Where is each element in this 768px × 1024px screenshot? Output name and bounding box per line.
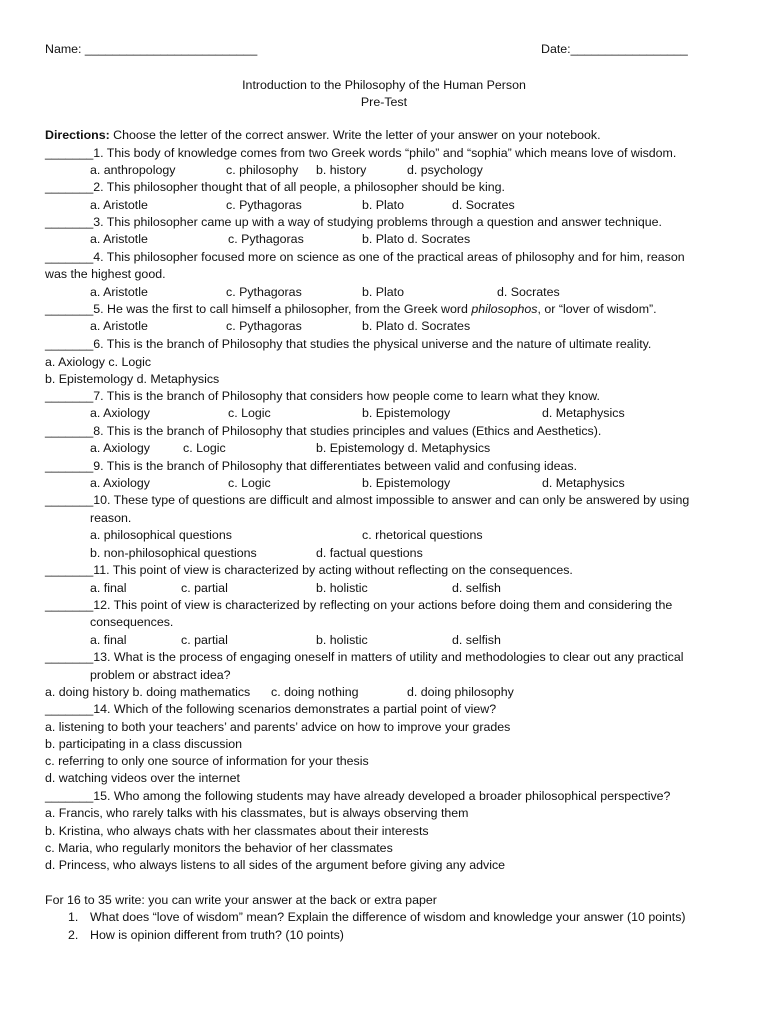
q5-options-bd: b. Plato d. Socrates [362, 319, 471, 333]
question-3: _______3. This philosopher came up with a way of studying problems through a question and answer technique. [45, 215, 662, 229]
q15-option-d: d. Princess, who always listens to all sides of the argument before giving any advice [45, 858, 506, 872]
q12-option-a: a. final [90, 633, 127, 647]
q9-option-d: d. Metaphysics [542, 476, 625, 490]
q4-option-a: a. Aristotle [90, 285, 148, 299]
q4-option-d: d. Socrates [497, 285, 560, 299]
document-title: Introduction to the Philosophy of the Human Person [242, 78, 526, 92]
q12-option-c: c. partial [181, 633, 228, 647]
q1-option-c: c. philosophy [226, 163, 299, 177]
q9-option-a: a. Axiology [90, 476, 150, 490]
question-6: _______6. This is the branch of Philosophy that studies the physical universe and the nature of ultimate reality. [45, 337, 652, 351]
document-subtitle: Pre-Test [360, 95, 408, 109]
q8-option-c: c. Logic [183, 441, 226, 455]
question-10-continued: reason. [90, 511, 132, 525]
q5-option-c: c. Pythagoras [226, 319, 302, 333]
name-field-label: Name: _________________________ [45, 42, 258, 56]
question-8: _______8. This is the branch of Philosophy that studies principles and values (Ethics and Aesthetics). [45, 424, 602, 438]
q3-option-a: a. Aristotle [90, 232, 148, 246]
q15-option-c: c. Maria, who regularly monitors the behavior of her classmates [45, 841, 393, 855]
q12-option-b: b. holistic [316, 633, 368, 647]
question-5 [45, 302, 657, 317]
question-7: _______7. This is the branch of Philosophy that considers how people come to learn what they know. [45, 389, 600, 403]
question-4: _______4. This philosopher focused more on science as one of the practical areas of philosophy and for him, reason [45, 250, 685, 264]
question-1: _______1. This body of knowledge comes from two Greek words “philo” and “sophia” which means love of wisdom. [45, 146, 677, 160]
q10-option-d: d. factual questions [316, 546, 423, 560]
directions [45, 128, 601, 143]
question-9: _______9. This is the branch of Philosophy that differentiates between valid and confusing ideas. [45, 459, 578, 473]
q2-option-b: b. Plato [362, 198, 405, 212]
essay-item-2-number: 2. [68, 928, 79, 942]
q7-option-a: a. Axiology [90, 406, 150, 420]
q8-options-bd: b. Epistemology d. Metaphysics [316, 441, 491, 455]
q15-option-a: a. Francis, who rarely talks with his classmates, but is always observing them [45, 806, 469, 820]
question-12-continued: consequences. [90, 615, 174, 629]
essay-item-1-number: 1. [68, 910, 79, 924]
q7-option-c: c. Logic [228, 406, 271, 420]
q6-options-bd: b. Epistemology d. Metaphysics [45, 372, 220, 386]
q3-option-c: c. Pythagoras [228, 232, 304, 246]
essay-instructions: For 16 to 35 write: you can write your answer at the back or extra paper [45, 893, 437, 907]
q13-option-d: d. doing philosophy [407, 685, 514, 699]
question-13: _______13. What is the process of engaging oneself in matters of utility and methodologies to clear out any practical [45, 650, 684, 664]
directions-text: Choose the letter of the correct answer. Write the letter of your answer on your notebook. [109, 128, 601, 142]
q14-option-c: c. referring to only one source of information for your thesis [45, 754, 369, 768]
q3-options-bd: b. Plato d. Socrates [362, 232, 471, 246]
q5-stem-start: _______5. He was the first to call himself a philosopher, from the Greek word [45, 302, 472, 316]
q13-option-c: c. doing nothing [271, 685, 359, 699]
q10-option-b: b. non-philosophical questions [90, 546, 257, 560]
q10-option-c: c. rhetorical questions [362, 528, 483, 542]
q7-option-d: d. Metaphysics [542, 406, 625, 420]
date-field-label: Date:_________________ [541, 42, 688, 56]
q2-option-a: a. Aristotle [90, 198, 148, 212]
question-4-continued: was the highest good. [45, 267, 166, 281]
essay-item-2: How is opinion different from truth? (10 points) [90, 928, 344, 942]
question-12: _______12. This point of view is characterized by reflecting on your actions before doing them and considering the [45, 598, 673, 612]
q5-option-a: a. Aristotle [90, 319, 148, 333]
q9-option-b: b. Epistemology [362, 476, 451, 490]
question-2: _______2. This philosopher thought that of all people, a philosopher should be king. [45, 180, 505, 194]
q9-option-c: c. Logic [228, 476, 271, 490]
q5-greek-word: philosophos [471, 302, 538, 316]
q1-option-b: b. history [316, 163, 367, 177]
q11-option-d: d. selfish [452, 581, 501, 595]
q14-option-a: a. listening to both your teachers’ and parents’ advice on how to improve your grades [45, 720, 511, 734]
q4-option-c: c. Pythagoras [226, 285, 302, 299]
q1-option-d: d. psychology [407, 163, 483, 177]
q4-option-b: b. Plato [362, 285, 405, 299]
q6-options-ac: a. Axiology c. Logic [45, 355, 152, 369]
essay-item-1: What does “love of wisdom” mean? Explain the difference of wisdom and knowledge your answer (10 points) [90, 910, 686, 924]
q8-option-a: a. Axiology [90, 441, 150, 455]
question-14: _______14. Which of the following scenarios demonstrates a partial point of view? [45, 702, 497, 716]
q7-option-b: b. Epistemology [362, 406, 451, 420]
q2-option-d: d. Socrates [452, 198, 515, 212]
q11-option-b: b. holistic [316, 581, 368, 595]
question-13-continued: problem or abstract idea? [90, 668, 231, 682]
q14-option-b: b. participating in a class discussion [45, 737, 242, 751]
q11-option-c: c. partial [181, 581, 228, 595]
q12-option-d: d. selfish [452, 633, 501, 647]
q10-option-a: a. philosophical questions [90, 528, 232, 542]
q5-stem-end: , or “lover of wisdom”. [537, 302, 657, 316]
q1-option-a: a. anthropology [90, 163, 176, 177]
question-15: _______15. Who among the following students may have already developed a broader philosophical perspective? [45, 789, 671, 803]
question-10: _______10. These type of questions are difficult and almost impossible to answer and can only be answered by using [45, 493, 690, 507]
q14-option-d: d. watching videos over the internet [45, 771, 240, 785]
directions-label: Directions: [45, 128, 110, 142]
q11-option-a: a. final [90, 581, 127, 595]
question-11: _______11. This point of view is characterized by acting without reflecting on the consequences. [45, 563, 573, 577]
q15-option-b: b. Kristina, who always chats with her classmates about their interests [45, 824, 429, 838]
q13-options-ab: a. doing history b. doing mathematics [45, 685, 251, 699]
q2-option-c: c. Pythagoras [226, 198, 302, 212]
